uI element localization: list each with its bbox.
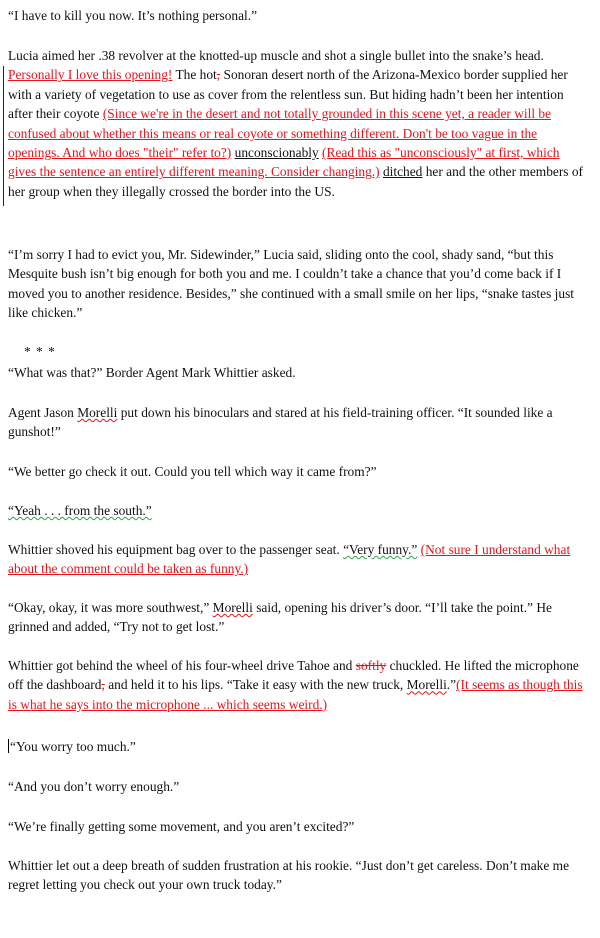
paragraph-14 xyxy=(8,856,588,895)
deleted-text: , xyxy=(216,67,221,83)
body-text: Sonoran desert north of the Arizona-Mexico border supplied her with a variety of vegetation to use as cover from the relentless sun. But hiding hadn’t been her intention after their coyote xyxy=(8,67,568,122)
spelling-flag: Morelli xyxy=(212,600,253,615)
change-bar xyxy=(3,66,4,206)
editor-comment: (Since we're in the desert and not totally grounded in this scene yet, a reader will be confused about whether this means or real coyote or something different. Don't be too vague in the openings. And who does "their" refer to?) xyxy=(8,106,552,161)
paragraph-12 xyxy=(8,777,588,796)
spelling-flag: Morelli xyxy=(406,677,447,693)
editor-comment: (Read this as "unconsciously" at first, which gives the sentence an entirely different meaning. Consider changing.) xyxy=(8,145,560,180)
grammar-flag: “Very funny.” xyxy=(343,542,418,557)
scene-separator: * * * xyxy=(24,344,56,359)
body-text: and held it to his lips. “Take it easy with the new truck, xyxy=(108,677,404,693)
paragraph-6 xyxy=(8,462,588,481)
dialogue-text: “We better go check it out. Could you tell which way it came from?” xyxy=(8,464,377,479)
body-text: her and the other members of her group when they illegally crossed the border into the US. xyxy=(8,164,584,199)
dialogue-text: “And you don’t worry enough.” xyxy=(8,779,180,794)
paragraph-5 xyxy=(8,403,588,442)
paragraph-9 xyxy=(8,598,588,637)
paragraph-13 xyxy=(8,817,588,836)
spelling-flag: Morelli xyxy=(77,405,118,420)
dialogue-text: “Okay, okay, it was more southwest,” xyxy=(8,600,210,615)
body-text: Whittier let out a deep breath of sudden frustration at his rookie. “Just don’t get careless. Don’t make me regret letting you check out your own truck today.” xyxy=(8,858,570,893)
paragraph-10: Whittier got behind the wheel of his four-wheel drive Tahoe and softly chuckled. He lifted the microphone off the dashboard, and held it to his lips. “Take it easy with the new truck, Morelli.”(It seems as though this is what he says into the microphone ... which seems weird.) xyxy=(8,658,583,712)
body-text: Whittier shoved his equipment bag over to the passenger seat. xyxy=(8,542,340,557)
editor-comment: (Not sure I understand what about the comment could be taken as funny.) xyxy=(8,542,571,577)
body-text: Lucia aimed her .38 revolver at the knotted-up muscle and shot a single bullet into the snake’s head. xyxy=(8,48,544,63)
dialogue-text: “I have to kill you now. It’s nothing personal.” xyxy=(8,8,258,23)
paragraph-11 xyxy=(8,737,588,756)
body-text: put down his binoculars and stared at his field-training officer. “It sounded like a gunshot!” xyxy=(8,405,553,440)
dialogue-text: “We’re finally getting some movement, and you aren’t excited?” xyxy=(8,819,355,834)
text-cursor xyxy=(8,739,9,753)
flagged-word: unconscionably xyxy=(234,145,319,161)
body-text: Agent Jason xyxy=(8,405,74,420)
dialogue-text: “You worry too much.” xyxy=(10,739,136,754)
paragraph-2 xyxy=(8,46,588,201)
deleted-text: , xyxy=(101,677,105,693)
paragraph-8 xyxy=(8,540,588,579)
flagged-word: ditched xyxy=(382,164,423,180)
editor-comment: (It seems as though this is what he says into the microphone ... which seems weird.) xyxy=(8,677,583,712)
paragraph-3 xyxy=(8,245,588,323)
deleted-text: softly xyxy=(355,658,387,673)
grammar-flag: “Yeah . . . from the south.” xyxy=(8,503,152,518)
body-text: “What was that?” Border Agent Mark Whittier asked. xyxy=(8,365,296,380)
body-text: “I’m sorry I had to evict you, Mr. Sidewinder,” Lucia said, sliding onto the cool, shady sand, “but this Mesquite bush isn’t big enough for both you and me. I couldn’t take a chance that you’d come back if I moved you to another residence. Besides,” she continued with a small smile on her lips, “snake tastes just like chicken.” xyxy=(8,247,574,321)
body-text: said, opening his driver’s door. “I’ll take the point.” He grinned and added, “Try not to get lost.” xyxy=(8,600,552,635)
paragraph-7 xyxy=(8,501,588,520)
body-text: The hot xyxy=(175,67,217,83)
paragraph-1 xyxy=(8,6,588,25)
paragraph-4 xyxy=(8,363,588,382)
body-text: Whittier got behind the wheel of his four-wheel drive Tahoe and xyxy=(8,658,353,673)
editor-comment: Personally I love this opening! xyxy=(8,67,173,83)
body-text: chuckled. He lifted the microphone off the dashboard xyxy=(8,658,579,693)
